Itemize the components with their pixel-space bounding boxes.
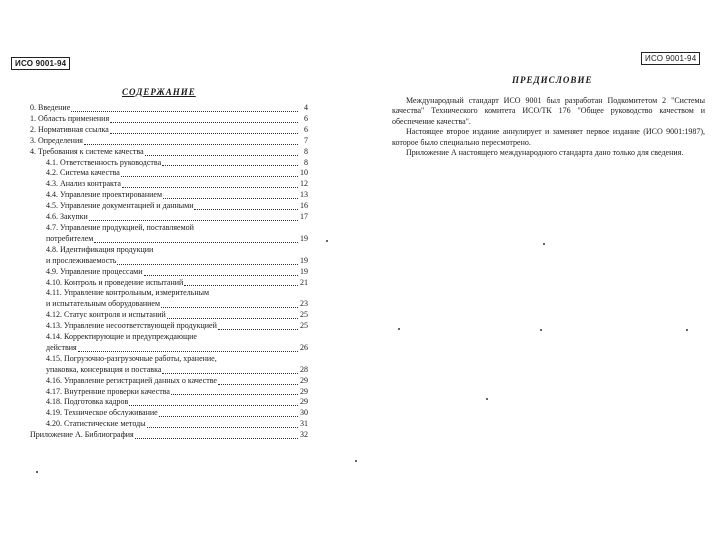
toc-entry-page: 25 [300,321,308,331]
toc-leader-dots [159,415,298,417]
toc-entry [30,354,308,365]
preface-heading: ПРЕДИСЛОВИЕ [512,75,593,85]
toc-entry-title: 2. Нормативная ссылка [30,124,109,134]
toc-entry-page: 19 [300,255,308,265]
scan-speck [686,329,688,331]
toc-entry [30,310,308,321]
toc-entry-title: 4.7. Управление продукцией, поставляемой [46,222,194,232]
toc-entry-title: 4.9. Управление процессами [46,266,143,276]
toc-entry [30,387,308,398]
toc-leader-dots [121,175,298,177]
toc-leader-dots [184,284,298,286]
toc-entry [30,376,308,387]
toc-entry [30,365,308,376]
toc-entry-title: 4.15. Погрузочно-разгрузочные работы, хранение, [46,353,217,363]
toc-entry-page: 8 [304,146,308,156]
toc-entry-title: 4.18. Подготовка кадров [46,397,129,407]
toc-entry-title: Приложение А. Библиография [30,430,134,440]
toc-leader-dots [78,350,298,352]
toc-entry [30,278,308,289]
toc-entry [30,321,308,332]
toc-entry-title: 4.6. Закупки [46,212,88,222]
toc-entry [30,158,308,169]
toc-entry-title: потребителем [46,233,94,243]
toc-leader-dots [147,426,298,428]
toc-entry-page: 29 [300,386,308,396]
toc-entry-page: 8 [304,157,308,167]
toc-entry-title: 4.11. Управление контрольным, измерительным [46,288,210,298]
toc-leader-dots [144,274,298,276]
toc-leader-dots [135,437,298,439]
toc-entry [30,397,308,408]
toc-entry-page: 16 [300,201,308,211]
preface-paragraph: Приложение А настоящего международного стандарта дано только для сведения. [406,148,684,158]
toc-entry-page: 29 [300,397,308,407]
toc-entry-page: 6 [304,113,308,123]
toc-entry-title: действия [46,342,77,352]
toc-entry [30,179,308,190]
toc-entry [30,147,308,158]
toc-entry-title: 4.17. Внутренние проверки качества [46,386,170,396]
toc-leader-dots [122,186,298,188]
toc-entry [30,125,308,136]
toc-leader-dots [194,208,298,210]
toc-entry-title: 4.3. Анализ контракта [46,179,121,189]
toc-entry-page: 19 [300,233,308,243]
toc-entry-page: 30 [300,408,308,418]
scan-speck [36,471,38,473]
toc-entry-page: 7 [304,135,308,145]
toc-leader-dots [89,219,298,221]
preface-paragraph: Настоящее второе издание аннулирует и заменяет первое издание (ИСО 9001:1987), которое было специально пересмотрено. [392,127,705,147]
toc-leader-dots [218,383,298,385]
preface-paragraph: Международный стандарт ИСО 9001 был разработан Подкомитетом 2 "Системы качества" Технического комитета ИСО/ТК 176 "Общее руководство качеством и обеспечение качества". [392,96,705,126]
toc-entry-title: 4.8. Идентификация продукции [46,244,154,254]
toc-entry [30,267,308,278]
table-of-contents [30,103,308,441]
toc-entry-page: 23 [300,299,308,309]
preface-text [392,96,705,158]
toc-entry-title: и испытательным оборудованием [46,299,161,309]
toc-entry [30,299,308,310]
standard-number-label: ИСО 9001-94 [11,57,70,70]
toc-entry-title: 1. Область применения [30,113,110,123]
toc-entry-page: 28 [300,364,308,374]
toc-leader-dots [161,306,298,308]
toc-leader-dots [162,164,298,166]
toc-entry-page: 21 [300,277,308,287]
toc-entry [30,201,308,212]
toc-entry [30,212,308,223]
toc-entry-title: 4.13. Управление несоответствующей продукцией [46,321,217,331]
scan-speck [540,329,542,331]
toc-entry [30,136,308,147]
standard-number-label-right: ИСО 9001-94 [641,52,700,65]
toc-leader-dots [84,143,298,145]
toc-entry-title: 4.20. Статистические методы [46,419,146,429]
toc-entry-title: 3. Определения [30,135,83,145]
toc-entry-page: 32 [300,430,308,440]
toc-leader-dots [145,154,298,156]
toc-entry-title: 4.5. Управление документацией и данными [46,201,194,211]
toc-leader-dots [163,197,298,199]
toc-leader-dots [110,121,298,123]
toc-entry-title: 4.16. Управление регистрацией данных о качестве [46,375,217,385]
toc-leader-dots [171,393,298,395]
toc-entry [30,168,308,179]
toc-entry-page: 19 [300,266,308,276]
toc-entry [30,103,308,114]
toc-entry-title: 4.1. Ответственность руководства [46,157,162,167]
toc-leader-dots [117,263,298,265]
toc-entry [30,256,308,267]
toc-entry [30,288,308,299]
toc-entry [30,245,308,256]
toc-entry-title: и прослеживаемость [46,255,117,265]
toc-entry [30,419,308,430]
toc-entry [30,408,308,419]
toc-entry-page: 4 [304,103,308,112]
toc-entry-title: упаковка, консервация и поставка [46,364,162,374]
toc-entry-page: 25 [300,310,308,320]
toc-entry-title: 4.12. Статус контроля и испытаний [46,310,166,320]
toc-entry-title: 4.10. Контроль и проведение испытаний [46,277,184,287]
scan-speck [398,328,400,330]
toc-entry [30,190,308,201]
toc-leader-dots [129,404,298,406]
toc-entry-title: 4.2. Система качества [46,168,120,178]
toc-entry-page: 13 [300,190,308,200]
toc-leader-dots [110,132,298,134]
toc-entry [30,223,308,234]
toc-heading: СОДЕРЖАНИЕ [122,87,196,97]
toc-leader-dots [162,372,298,374]
toc-entry-page: 29 [300,375,308,385]
toc-leader-dots [94,241,298,243]
scan-speck [543,243,545,245]
toc-entry [30,114,308,125]
scan-speck [326,240,328,242]
toc-entry-title: 4.19. Техническое обслуживание [46,408,158,418]
toc-entry [30,234,308,245]
toc-leader-dots [71,110,298,112]
toc-entry-page: 26 [300,342,308,352]
toc-leader-dots [218,328,298,330]
toc-entry-page: 10 [300,168,308,178]
toc-entry-title: 4.14. Корректирующие и предупреждающие [46,332,197,342]
toc-entry-page: 31 [300,419,308,429]
toc-entry-page: 12 [300,179,308,189]
toc-entry [30,343,308,354]
scan-speck [486,398,488,400]
toc-entry [30,430,308,441]
toc-entry-title: 4. Требования к системе качества [30,146,144,156]
toc-entry-page: 17 [300,212,308,222]
toc-leader-dots [167,317,298,319]
scan-speck [355,460,357,462]
toc-entry [30,332,308,343]
toc-entry-title: 4.4. Управление проектированием [46,190,163,200]
toc-entry-page: 6 [304,124,308,134]
toc-entry-title: 0. Введение [30,103,71,112]
